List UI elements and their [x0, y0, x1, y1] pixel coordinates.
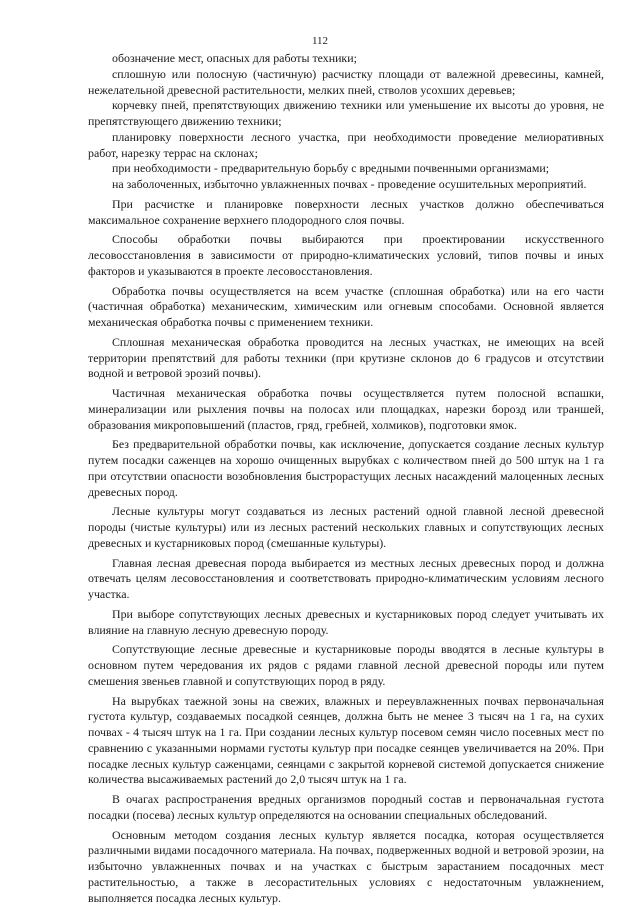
paragraph: планировку поверхности лесного участка, при необходимости проведение мелиоративных работ, нарезку террас на склонах;	[88, 130, 604, 162]
paragraph: При расчистке и планировке поверхности лесных участков должно обеспечиваться максимальное сохранение верхнего плодородного слоя почвы.	[88, 197, 604, 229]
paragraph: при необходимости - предварительную борьбу с вредными почвенными организмами;	[88, 161, 604, 177]
paragraph: Основным методом создания лесных культур является посадка, которая осуществляется различными видами посадочного материала. На почвах, подверженных водной и ветровой эрозии, на избыточно увлажненных почвах и на участках с быстрым зарастанием посадочных мест растительностью, а также в лесорастительных условиях с недостаточным увлажнением, выполняется посадка лесных культур.	[88, 828, 604, 906]
paragraph: В очагах распространения вредных организмов породный состав и первоначальная густота посадки (посева) лесных культур определяются на основании специальных обследований.	[88, 792, 604, 824]
paragraph: Сплошная механическая обработка проводится на лесных участках, не имеющих на всей территории препятствий для работы техники (при крутизне склонов до 6 градусов и отсутствии водной и ветровой эрозий почвы).	[88, 335, 604, 382]
paragraph: Без предварительной обработки почвы, как исключение, допускается создание лесных культур путем посадки саженцев на хорошо очищенных вырубках с количеством пней до 500 штук на 1 га при отсутствии опасности возобновления быстрорастущих лесных насаждений малоценных лесных древесных пород.	[88, 437, 604, 500]
paragraph: Лесные культуры могут создаваться из лесных растений одной главной лесной древесной породы (чистые культуры) или из лесных растений нескольких главных и сопутствующих лесных древесных и кустарниковых пород (смешанные культуры).	[88, 504, 604, 551]
paragraph: обозначение мест, опасных для работы техники;	[88, 51, 604, 67]
paragraph: сплошную или полосную (частичную) расчистку площади от валежной древесины, камней, нежелательной древесной растительности, мелких пней, стволов усохших деревьев;	[88, 67, 604, 99]
page-number: 112	[0, 34, 640, 48]
body-text	[88, 51, 604, 906]
paragraph: На вырубках таежной зоны на свежих, влажных и переувлажненных почвах первоначальная густота культур, создаваемых посадкой сеянцев, должна быть не менее 3 тысяч на 1 га, на сухих почвах - 4 тысяч штук на 1 га. При создании лесных культур посевом семян число посевных мест по сравнению с указанными нормами густоты культур при посадке сеянцев увеличивается на 20%. При посадке лесных культур саженцами, сеянцами с закрытой корневой системой допускается снижение количества высаживаемых растений до 2,0 тысяч штук на 1 га.	[88, 694, 604, 789]
paragraph: Сопутствующие лесные древесные и кустарниковые породы вводятся в лесные культуры в основном путем чередования их рядов с рядами главной лесной древесной породы или путем смешения звеньев главной и сопутствующих пород в ряду.	[88, 642, 604, 689]
paragraph: При выборе сопутствующих лесных древесных и кустарниковых пород следует учитывать их влияние на главную лесную древесную породу.	[88, 607, 604, 639]
paragraph: Обработка почвы осуществляется на всем участке (сплошная обработка) или на его части (частичная обработка) механическим, химическим или огневым способами. Основной является механическая обработка почвы с применением техники.	[88, 284, 604, 331]
paragraph: на заболоченных, избыточно увлажненных почвах - проведение осушительных мероприятий.	[88, 177, 604, 193]
paragraph: Частичная механическая обработка почвы осуществляется путем полосной вспашки, минерализации или рыхления почвы на полосах или площадках, нарезки борозд или траншей, образования микроповышений (пластов, гряд, гребней, холмиков), подготовки ямок.	[88, 386, 604, 433]
paragraph: Способы обработки почвы выбираются при проектировании искусственного лесовосстановления в зависимости от природно-климатических условий, типов почвы и иных факторов и указываются в проекте лесовосстановления.	[88, 232, 604, 279]
paragraph: корчевку пней, препятствующих движению техники или уменьшение их высоты до уровня, не препятствующего движению техники;	[88, 98, 604, 130]
paragraph: Главная лесная древесная порода выбирается из местных лесных древесных пород и должна отвечать целям лесовосстановления и соответствовать природно-климатическим условиям лесного участка.	[88, 556, 604, 603]
